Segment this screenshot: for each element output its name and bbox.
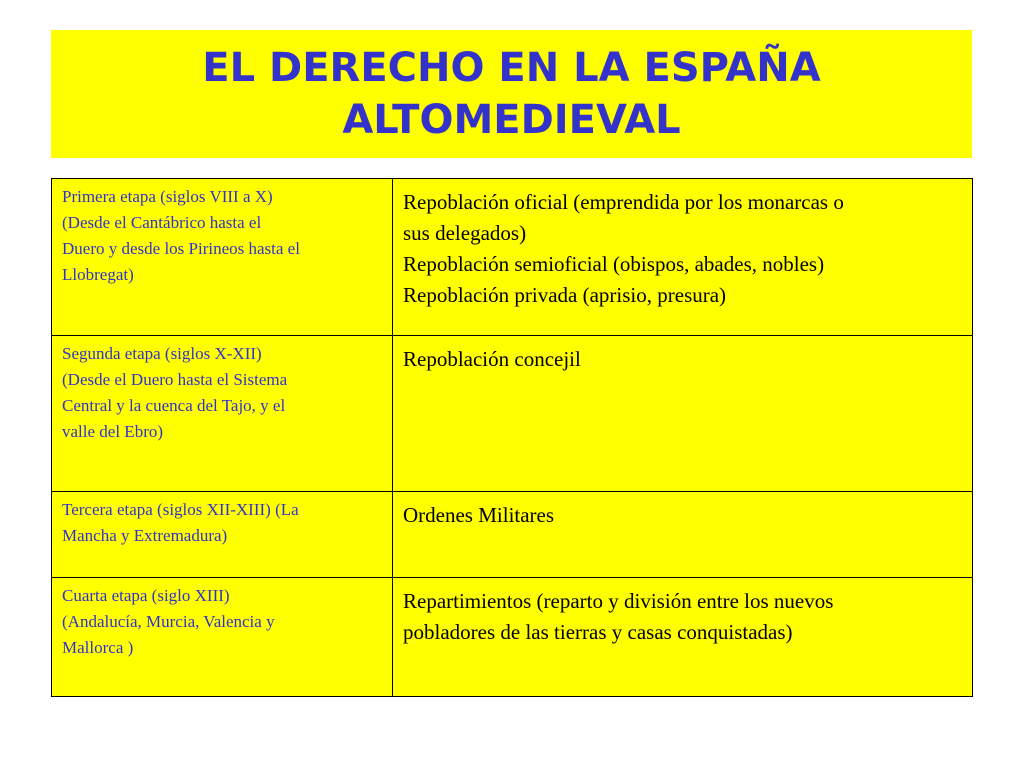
stage-line: Cuarta etapa (siglo XIII) (62, 586, 230, 605)
stage-line: Duero y desde los Pirineos hasta el (62, 239, 300, 258)
description-cell (393, 179, 973, 336)
stage-line: Llobregat) (62, 265, 134, 284)
description-line: pobladores de las tierras y casas conquistadas) (403, 620, 793, 644)
description-line: Ordenes Militares (403, 503, 555, 527)
stage-line: (Desde el Duero hasta el Sistema (62, 370, 288, 389)
description-line: Repoblación oficial (emprendida por los monarcas o (403, 190, 844, 214)
stage-line: Mallorca ) (62, 638, 134, 657)
stage-line: valle del Ebro) (62, 422, 164, 441)
stage-cell (52, 492, 393, 578)
stage-cell (52, 179, 393, 336)
description-text (393, 179, 972, 315)
stage-line: Mancha y Extremadura) (62, 526, 228, 545)
stage-text (52, 578, 392, 665)
stage-line: Primera etapa (siglos VIII a X) (62, 187, 273, 206)
repopulation-table (51, 178, 973, 697)
stage-line: Segunda etapa (siglos X-XII) (62, 344, 262, 363)
stage-text (52, 336, 392, 449)
stage-cell (52, 578, 393, 697)
description-line: Repoblación concejil (403, 347, 581, 371)
description-text (393, 336, 972, 379)
table-row (52, 336, 973, 492)
stage-line: (Desde el Cantábrico hasta el (62, 213, 262, 232)
table-row (52, 578, 973, 697)
stage-text (52, 492, 392, 553)
stage-line: Central y la cuenca del Tajo, y el (62, 396, 286, 415)
description-text (393, 578, 972, 652)
table-row (52, 492, 973, 578)
description-text (393, 492, 972, 535)
title-line-2: ALTOMEDIEVAL (342, 97, 681, 143)
description-cell (393, 578, 973, 697)
description-cell (393, 492, 973, 578)
description-line: sus delegados) (403, 221, 527, 245)
stage-text (52, 179, 392, 292)
description-line: Repoblación privada (aprisio, presura) (403, 283, 727, 307)
table-row (52, 179, 973, 336)
stage-line: Tercera etapa (siglos XII-XIII) (La (62, 500, 299, 519)
title-line-1: EL DERECHO EN LA ESPAÑA (202, 45, 821, 91)
title-banner (51, 30, 972, 158)
stage-line: (Andalucía, Murcia, Valencia y (62, 612, 275, 631)
description-line: Repartimientos (reparto y división entre los nuevos (403, 589, 834, 613)
description-cell (393, 336, 973, 492)
stage-cell (52, 336, 393, 492)
description-line: Repoblación semioficial (obispos, abades, nobles) (403, 252, 825, 276)
